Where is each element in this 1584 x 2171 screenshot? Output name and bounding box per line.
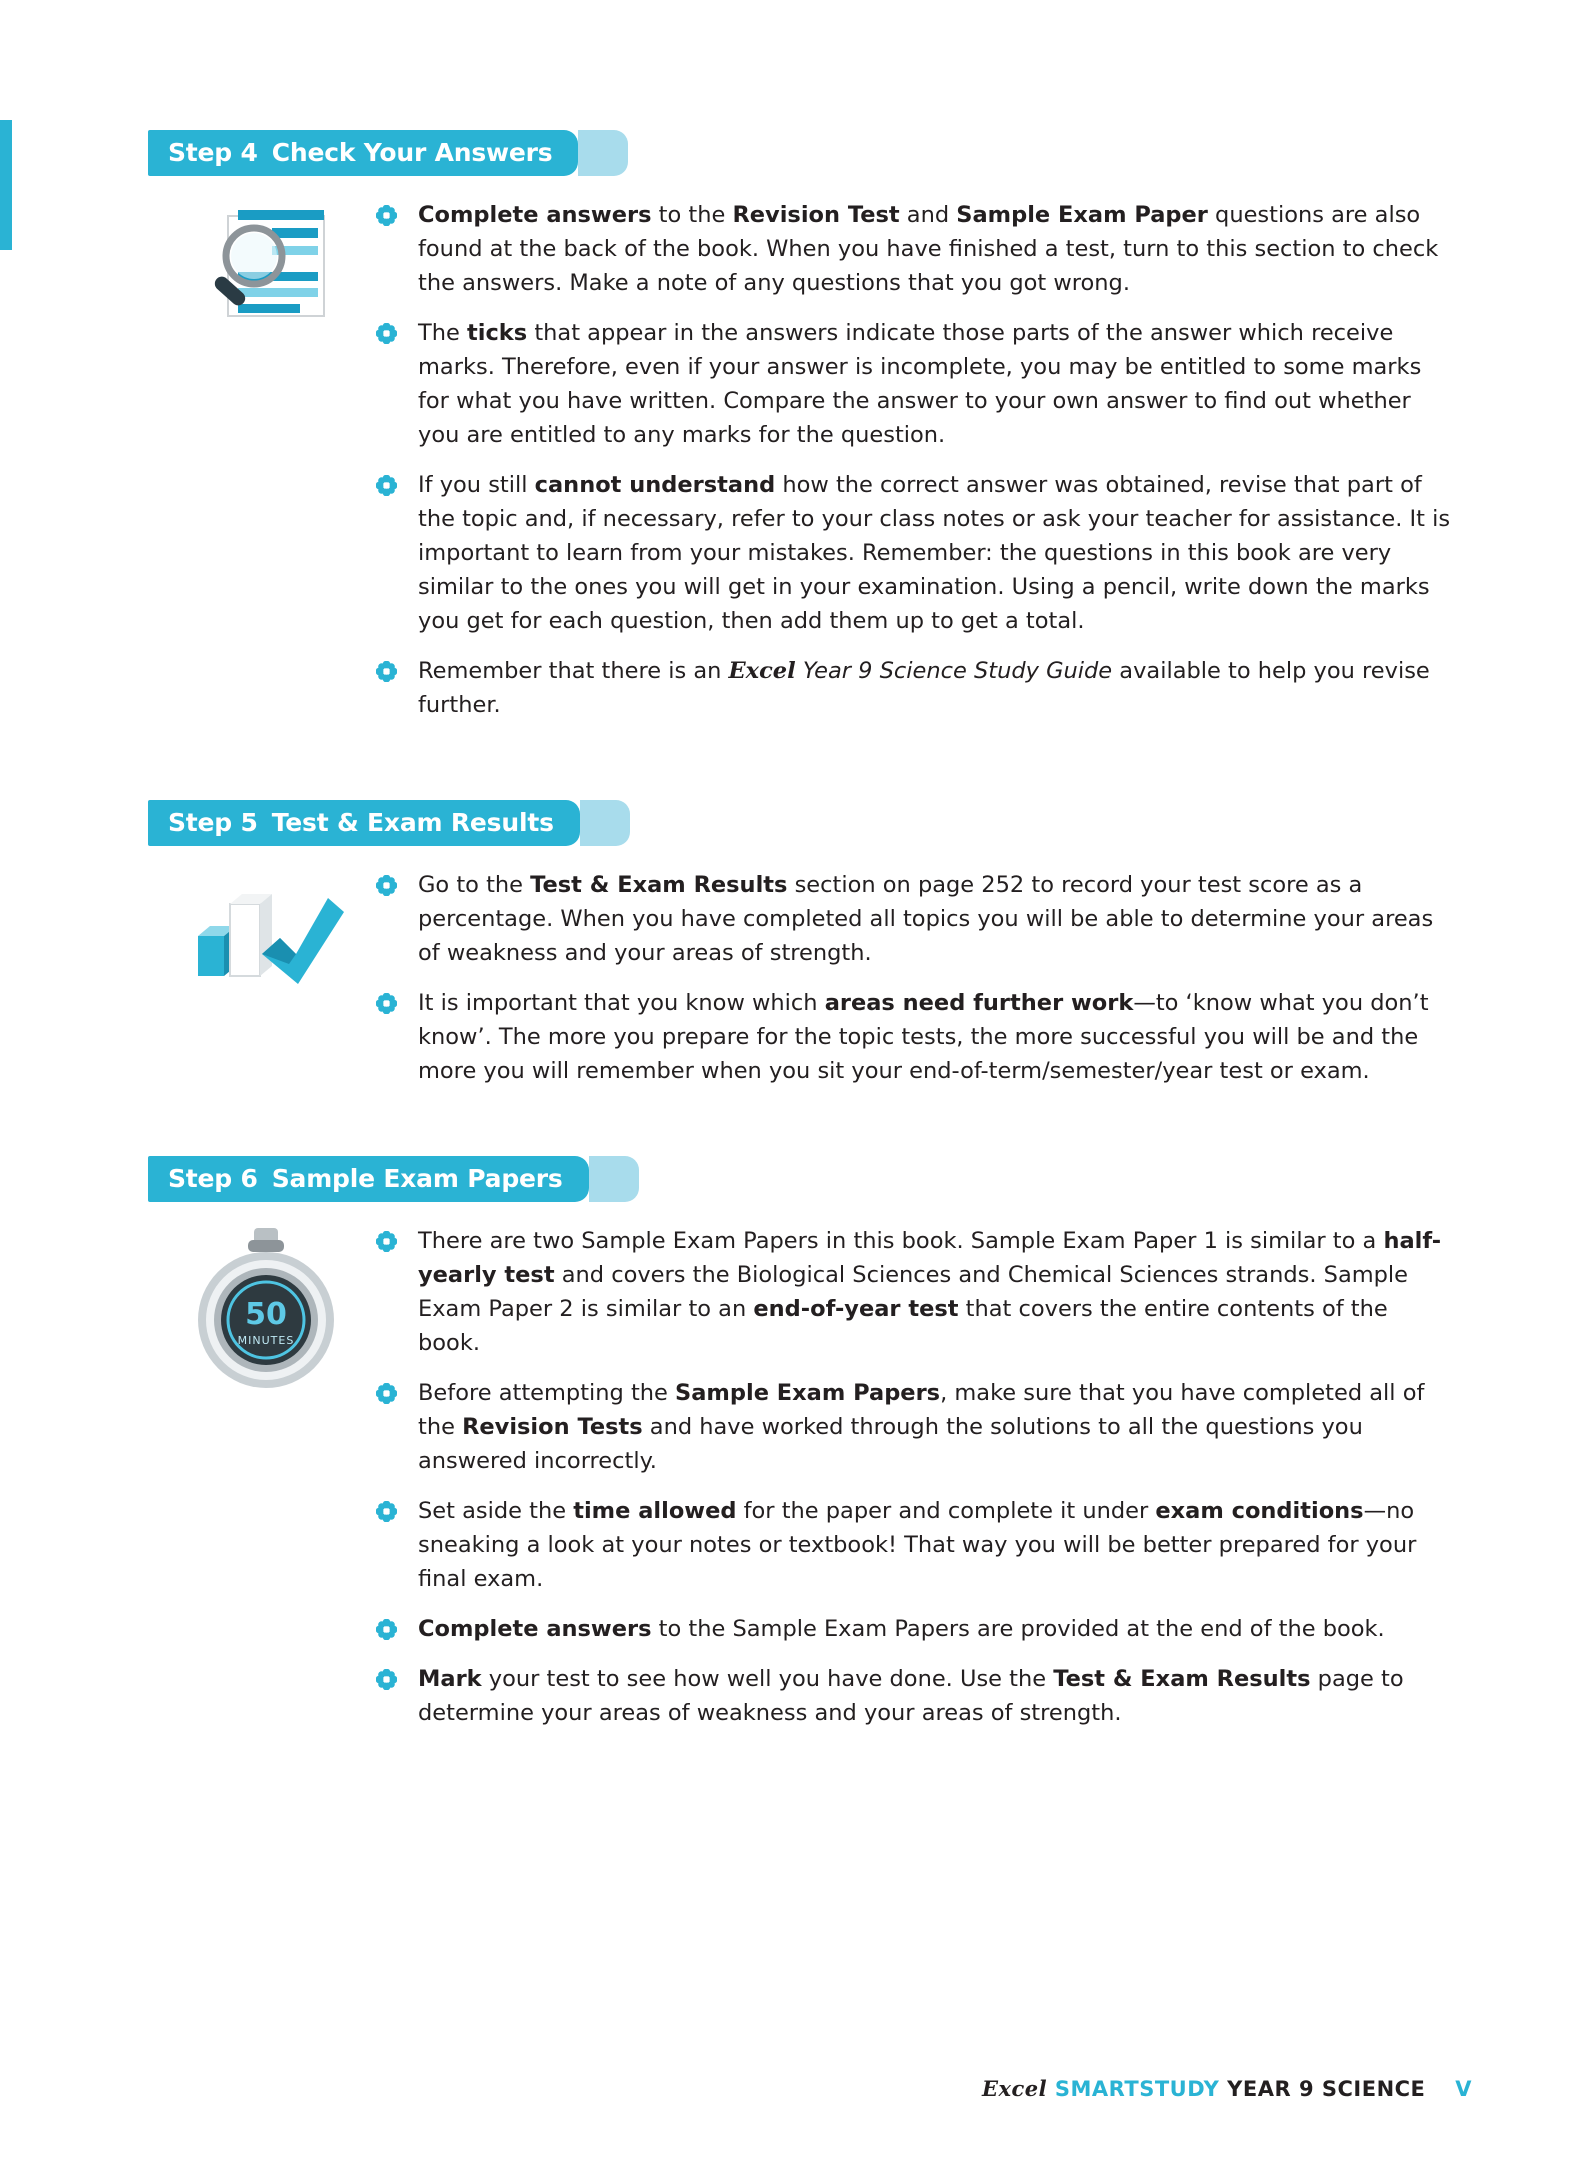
body-text: questions are also found at the back of the book. When you have finished a test, turn to this section to check the answers. Make a note of any questions that you got wrong. — [418, 202, 1439, 296]
left-edge-accent-bar — [0, 120, 12, 250]
bullet-item — [376, 1224, 1456, 1360]
bullet-item — [376, 1662, 1456, 1730]
body-text: , make sure that you have completed all of the — [418, 1380, 1425, 1440]
bullet-item — [376, 468, 1456, 638]
footer-brand: Excel — [981, 2076, 1048, 2101]
emphasis-bold: time allowed — [573, 1498, 737, 1524]
step-title-4: Check Your Answers — [271, 138, 553, 167]
flower-bullet-icon — [376, 661, 397, 682]
bullet-list-5 — [376, 868, 1456, 1088]
flower-bullet-icon — [376, 1501, 397, 1522]
footer-product: SMARTSTUDY — [1054, 2077, 1220, 2101]
brand-excel: Excel — [728, 658, 796, 684]
stopwatch-unit: MINUTES — [237, 1334, 295, 1347]
footer-subject: YEAR 9 SCIENCE — [1227, 2077, 1426, 2101]
bullet-list-4 — [376, 198, 1456, 722]
flower-bullet-icon — [376, 875, 397, 896]
bullet-list-6 — [376, 1224, 1456, 1730]
flower-bullet-icon — [376, 1231, 397, 1252]
emphasis-bold: half-yearly test — [418, 1228, 1442, 1288]
emphasis-bold: Revision Tests — [462, 1414, 643, 1440]
emphasis-bold: Sample Exam Paper — [956, 202, 1208, 228]
step-label-6: Step 6 — [168, 1164, 258, 1193]
body-text: your test to see how well you have done. Use the — [481, 1666, 1054, 1692]
step-label-5: Step 5 — [168, 808, 258, 837]
step-title-6: Sample Exam Papers — [271, 1164, 563, 1193]
section-body-4 — [148, 198, 1468, 722]
body-text: Before attempting the — [418, 1380, 676, 1406]
body-text: and — [899, 202, 957, 228]
section-body-6 — [148, 1224, 1468, 1730]
body-text: available to help you revise further. — [418, 658, 1430, 718]
body-text: page to determine your areas of weakness and your areas of strength. — [418, 1666, 1404, 1726]
bullet-item — [376, 1494, 1456, 1596]
emphasis-bold: Test & Exam Results — [530, 872, 788, 898]
emphasis-bold: Mark — [418, 1666, 482, 1692]
bullet-item — [376, 198, 1456, 300]
stopwatch-icon — [176, 1224, 356, 1394]
section-body-5 — [148, 868, 1468, 1088]
body-text: Remember that there is an — [418, 658, 729, 684]
bar-chart-tick-icon — [176, 868, 356, 1018]
stopwatch-value: 50 — [245, 1297, 287, 1332]
body-text: There are two Sample Exam Papers in this book. Sample Exam Paper 1 is similar to a — [418, 1228, 1384, 1254]
bullet-item — [376, 1612, 1456, 1646]
section-step-5 — [148, 722, 1468, 1088]
footer-page-number: V — [1455, 2077, 1472, 2101]
magnifier-document-icon — [176, 198, 356, 348]
body-text: for the paper and complete it under — [736, 1498, 1156, 1524]
body-text: how the correct answer was obtained, revise that part of the topic and, if necessary, refer to your class notes or ask your teacher for assistance. It is important to learn from your mistakes. Remember: the questions in this book are very similar to the ones you will get in your examination. Using a pencil, write down the marks you get for each question, then add them up to get a total. — [418, 472, 1451, 634]
body-text: that covers the entire contents of the book. — [418, 1296, 1388, 1356]
body-text: If you still — [418, 472, 535, 498]
emphasis-bold: areas need further work — [824, 990, 1134, 1016]
step-title-5: Test & Exam Results — [271, 808, 554, 837]
section-step-4 — [148, 0, 1468, 722]
flower-bullet-icon — [376, 1669, 397, 1690]
flower-bullet-icon — [376, 1619, 397, 1640]
flower-bullet-icon — [376, 475, 397, 496]
step-banner-4 — [148, 130, 578, 176]
flower-bullet-icon — [376, 1383, 397, 1404]
body-text: to the Sample Exam Papers are provided at the end of the book. — [651, 1616, 1385, 1642]
body-text: Go to the — [418, 872, 531, 898]
bullet-item — [376, 316, 1456, 452]
flower-bullet-icon — [376, 993, 397, 1014]
emphasis-bold: Revision Test — [732, 202, 900, 228]
emphasis-bold: Complete answers — [418, 202, 652, 228]
bullet-item — [376, 986, 1456, 1088]
step-label-4: Step 4 — [168, 138, 258, 167]
emphasis-bold: end-of-year test — [753, 1296, 959, 1322]
emphasis-bold: cannot understand — [534, 472, 776, 498]
body-text: and have worked through the solutions to all the questions you answered incorrectly. — [418, 1414, 1363, 1474]
step-banner-6 — [148, 1156, 589, 1202]
step-banner-5 — [148, 800, 580, 846]
body-text: to the — [651, 202, 733, 228]
emphasis-italic: Year 9 Science Study Guide — [795, 658, 1113, 684]
bullet-item — [376, 1376, 1456, 1478]
emphasis-bold: ticks — [467, 320, 528, 346]
flower-bullet-icon — [376, 323, 397, 344]
body-text: The — [418, 320, 467, 346]
flower-bullet-icon — [376, 205, 397, 226]
emphasis-bold: Sample Exam Papers — [675, 1380, 941, 1406]
bullet-item — [376, 654, 1456, 722]
body-text: and covers the Biological Sciences and Chemical Sciences strands. Sample Exam Paper 2 is similar to an — [418, 1262, 1409, 1322]
body-text: section on page 252 to record your test score as a percentage. When you have completed all topics you will be able to determine your areas of weakness and your areas of strength. — [418, 872, 1434, 966]
section-step-6 — [148, 1088, 1468, 1730]
body-text: that appear in the answers indicate those parts of the answer which receive marks. Therefore, even if your answer is incomplete, you may be entitled to some marks for what you have written. Compare the answer to your own answer to find out whether you are entitled to any marks for the question. — [418, 320, 1422, 448]
emphasis-bold: Test & Exam Results — [1053, 1666, 1311, 1692]
body-text: —no sneaking a look at your notes or textbook! That way you will be better prepared for your final exam. — [418, 1498, 1417, 1592]
page-footer — [982, 2076, 1472, 2101]
body-text: Set aside the — [418, 1498, 574, 1524]
emphasis-bold: exam conditions — [1155, 1498, 1364, 1524]
body-text: —to ‘know what you don’t know’. The more you prepare for the topic tests, the more successful you will be and the more you will remember when you sit your end-of-term/semester/year test or exam. — [418, 990, 1429, 1084]
page-content — [148, 0, 1468, 1730]
emphasis-bold: Complete answers — [418, 1616, 652, 1642]
bullet-item — [376, 868, 1456, 970]
body-text: It is important that you know which — [418, 990, 825, 1016]
